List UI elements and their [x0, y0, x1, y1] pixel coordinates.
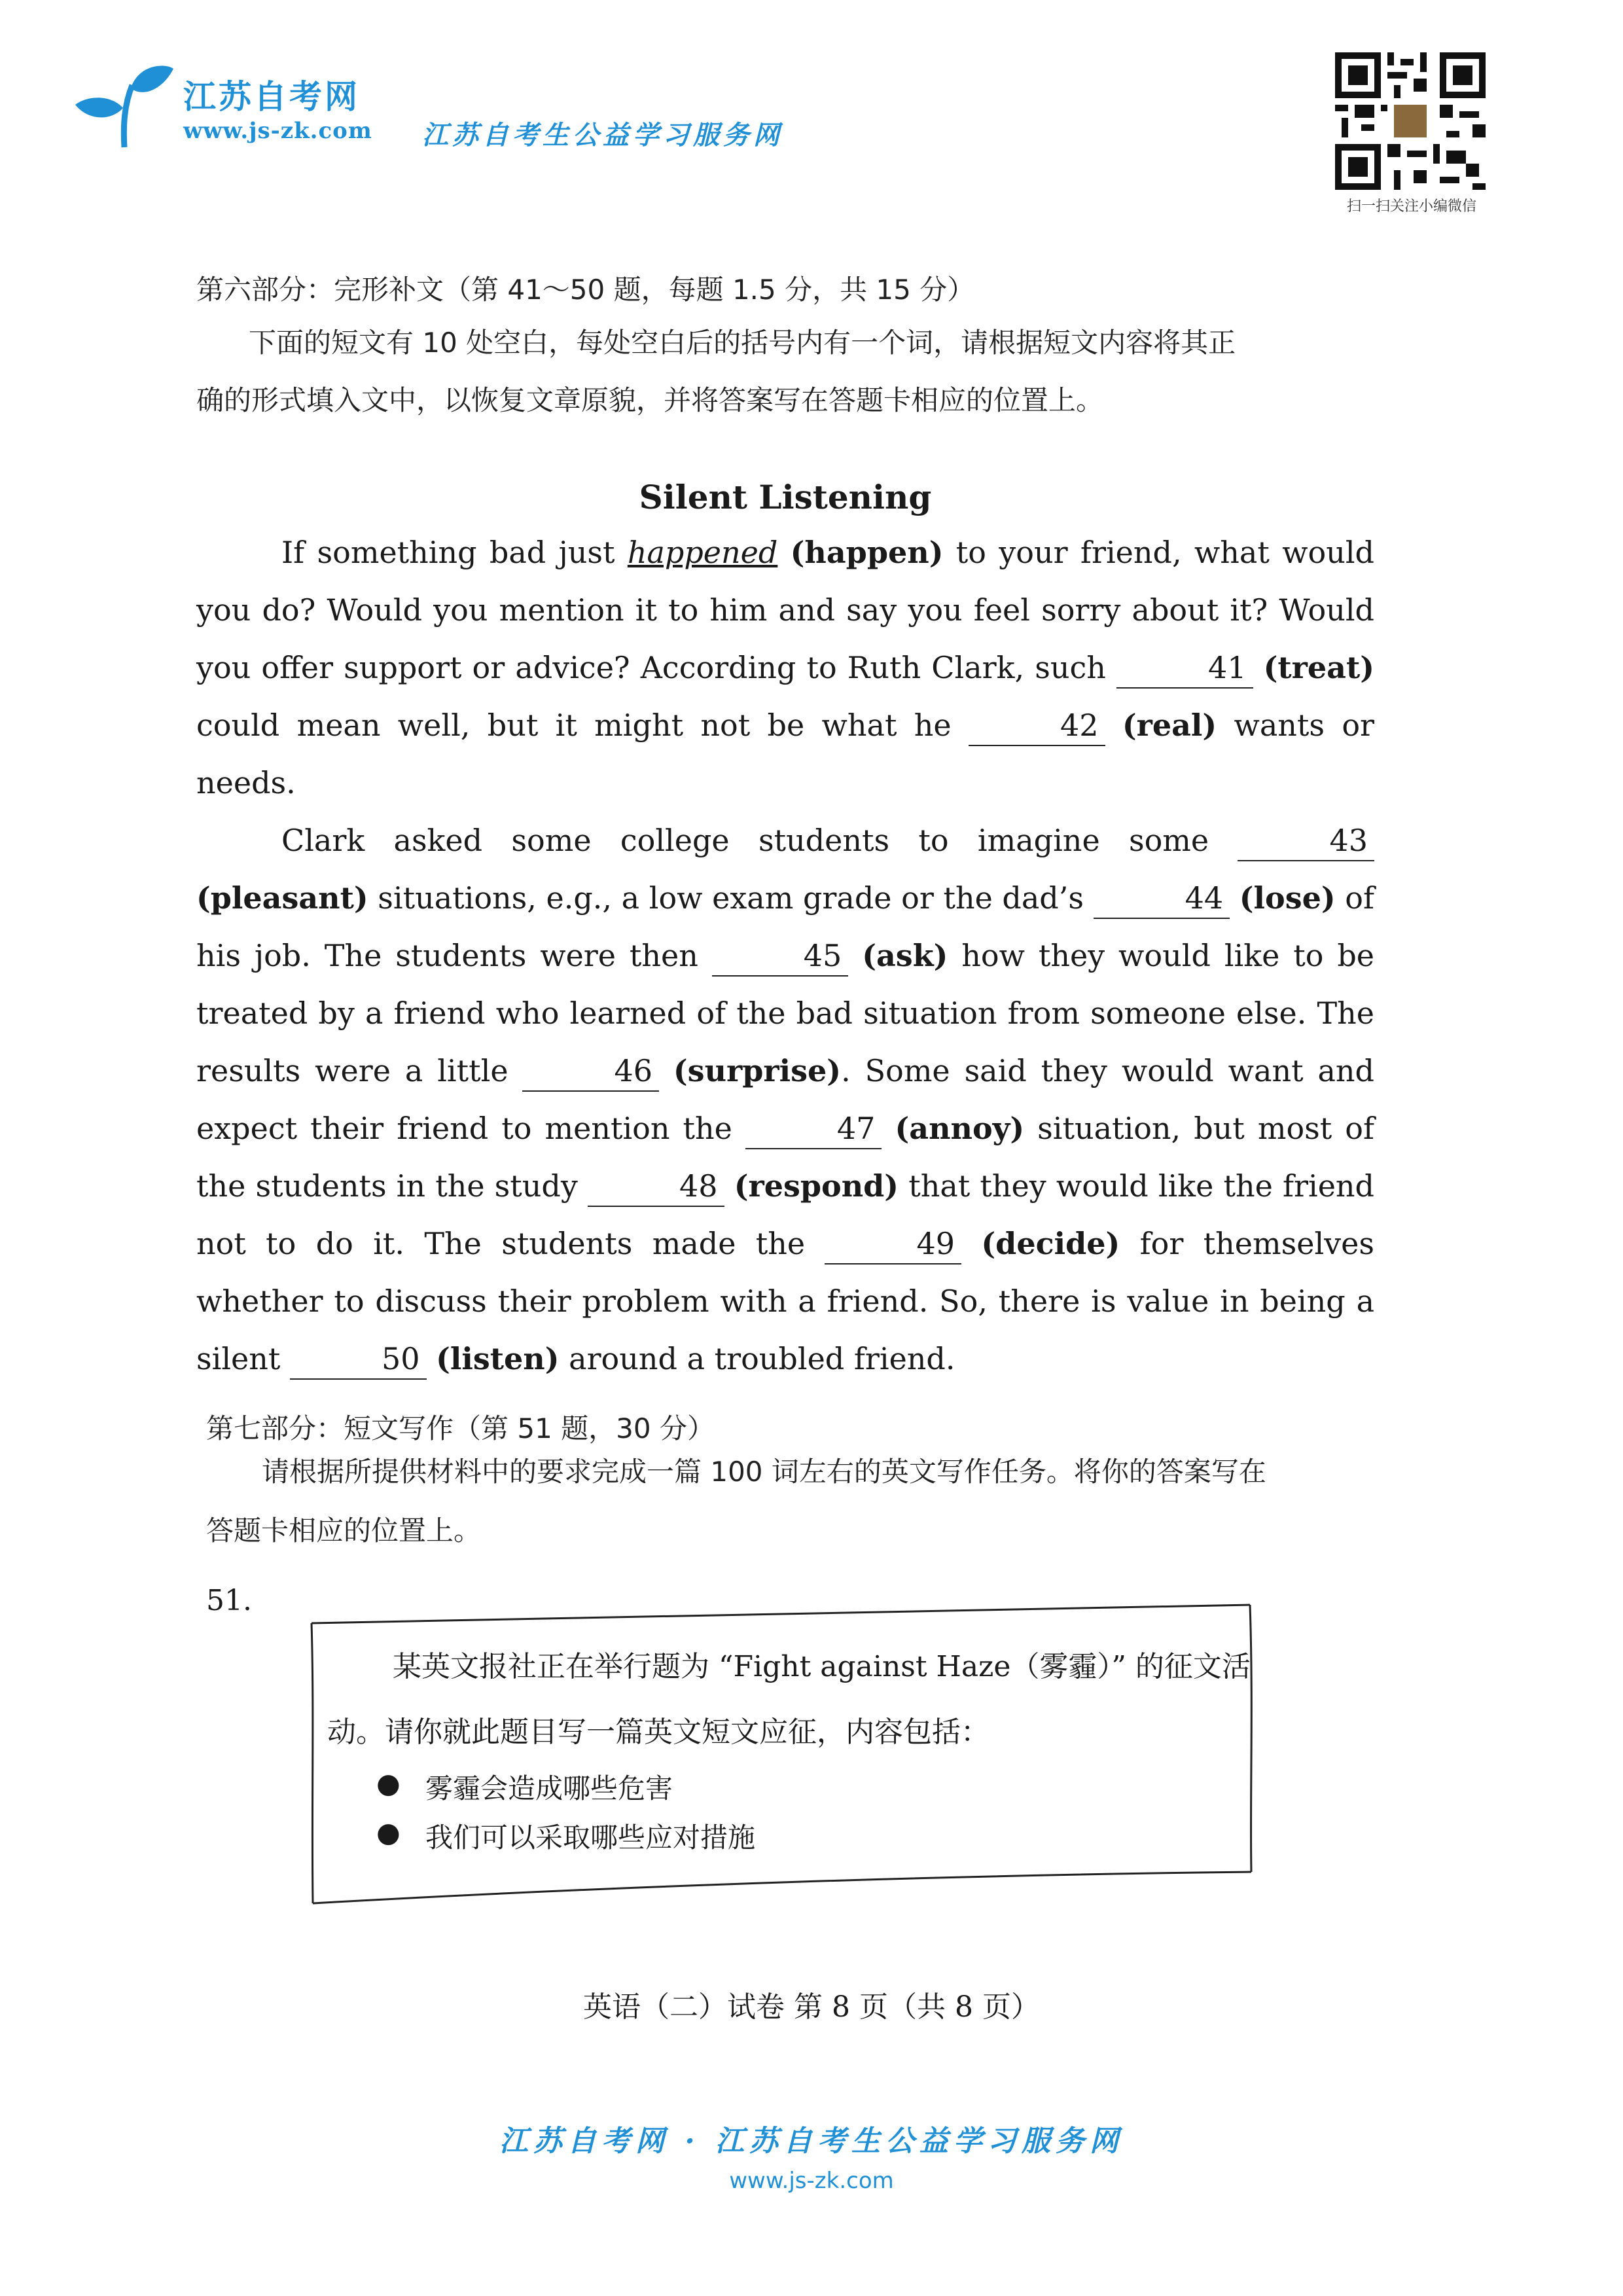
- qr-caption: 扫一扫关注小编微信: [1346, 198, 1476, 215]
- task-bullet-1: 雾霾会造成哪些危害: [425, 1772, 673, 1804]
- bullet-dot-icon: ●: [376, 1767, 401, 1799]
- task-bullet-2: 我们可以采取哪些应对措施: [425, 1821, 756, 1854]
- page-number-label: 英语（二）试卷 第 8 页（共 8 页）: [583, 1990, 1040, 2024]
- paragraph-2: Clark asked some college students to imagine some 43 (pleasant) situations, e.g., a low exam grade or the dad’s 44 (lose) of his job. The students were then 45 (ask) how they would like to be treated by a friend who learned of the bad situation from someone else. The results were a little 46 (surprise). Some said they would want and expect their friend to mention the 47 (annoy) situation, but most of the students in the study 48 (respond) that they would like the friend not to do it. The students made the 49 (decide) for themselves whether to discuss their problem with a friend. So, there is value in being a silent 50 (listen) around a troubled friend.: [196, 812, 1374, 1388]
- blank-48: 48: [588, 1166, 724, 1207]
- blank-47: 47: [745, 1109, 882, 1149]
- example-answer: happened: [627, 535, 778, 570]
- footer-slogan: 江苏自考网 · 江苏自考生公益学习服务网: [499, 2125, 1124, 2158]
- section7-instruction-2: 答题卡相应的位置上。: [206, 1515, 482, 1547]
- footer-url: www.js-zk.com: [729, 2168, 894, 2194]
- section7-instruction-1: 请根据所提供材料中的要求完成一篇 100 词左右的英文写作任务。将你的答案写在: [262, 1456, 1266, 1488]
- qr-code-icon: [1335, 51, 1486, 191]
- blank-42: 42: [969, 706, 1105, 746]
- blank-41: 41: [1116, 648, 1253, 689]
- blank-45: 45: [712, 936, 849, 977]
- blank-46: 46: [522, 1051, 659, 1092]
- section6-instruction-1: 下面的短文有 10 处空白，每处空白后的括号内有一个词，请根据短文内容将其正: [249, 327, 1236, 359]
- passage-title: Silent Listening: [639, 478, 932, 516]
- section7-title: 第七部分：短文写作（第 51 题，30 分）: [206, 1412, 715, 1444]
- brand-slogan: 江苏自考生公益学习服务网: [422, 120, 783, 151]
- paragraph-1: If something bad just happened (happen) to your friend, what would you do? Would you mention it to him and say you feel sorry about it? Would you offer support or advice? According to Ruth Clark, such 41 (treat) could mean well, but it might not be what he 42 (real) wants or needs.: [196, 535, 1375, 800]
- task-line-1: 某英文报社正在举行题为 “Fight against Haze（雾霾）” 的征文活: [393, 1650, 1251, 1683]
- blank-43: 43: [1238, 821, 1374, 861]
- leaf-logo-icon: [72, 59, 177, 151]
- bullet-dot-icon: ●: [376, 1816, 401, 1848]
- blank-44: 44: [1094, 878, 1230, 919]
- passage: [196, 524, 1374, 1388]
- blank-50: 50: [290, 1339, 427, 1380]
- question-number: 51.: [206, 1584, 252, 1617]
- blank-49: 49: [825, 1224, 961, 1265]
- brand-name: 江苏自考网: [183, 78, 360, 116]
- task-line-2: 动。请你就此题目写一篇英文短文应征，内容包括：: [327, 1715, 990, 1749]
- section6-instruction-2: 确的形式填入文中，以恢复文章原貌，并将答案写在答题卡相应的位置上。: [196, 384, 1104, 416]
- section6-title: 第六部分：完形补文（第 41～50 题，每题 1.5 分，共 15 分）: [196, 274, 975, 306]
- brand-url: www.js-zk.com: [183, 118, 372, 144]
